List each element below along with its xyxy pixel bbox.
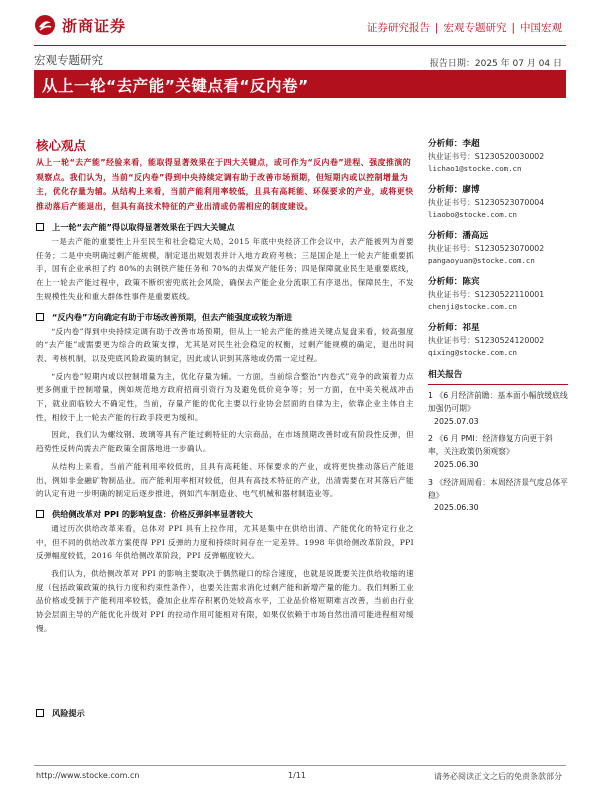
body-paragraph: “反内卷”短期内或以控制增量为主，优化存量为辅。一方面，当前综合整治“内卷式”竞争的政策着力点更多侧重于控制增量，例如规范地方政府招商引资行为及避免低价竞争等；另一方面，在中美关税战冲击下，就业面临较大不确定性，当前，存量产能的优化主要以行业协会层面的自律为主，依靠企业主体自主性，相较于上一轮去产能的行政手段更为缓和。 — [36, 371, 414, 422]
report-title: 从上一轮“去产能”关键点看“反内卷” — [42, 77, 309, 95]
analyst-email[interactable]: qixing@stocke.com.cn — [428, 348, 517, 357]
nav-item-china-macro: 中国宏观 — [520, 22, 562, 34]
related-report-date: 2025.06.30 — [434, 503, 479, 513]
brand-logo — [34, 14, 126, 36]
analyst-email[interactable]: chenji@stocke.com.cn — [428, 302, 517, 311]
analyst-name: 分析师：陈宾 — [428, 277, 480, 287]
related-report-link[interactable] — [428, 477, 568, 515]
analyst-cert: 执业证书号：S1230520030002 — [428, 152, 545, 161]
body-paragraph: 通过历次供给改革来看，总体对 PPI 具有上拉作用，尤其是集中在供给出清、产能优化的特定行业之中，但不同的供给改革方案使得 PPI 反弹的力度和持续时间存在一定差异。1998 年供给侧改革阶段，PPI 反弹幅度较低，2016 年供给侧改革阶段，PPI 反弹幅度较大。 — [36, 523, 414, 561]
related-report-date: 2025.06.30 — [434, 459, 479, 469]
footer-website-link[interactable]: http://www.stocke.com.cn — [36, 771, 140, 780]
report-date: 报告日期：2025 年 07 月 04 日 — [429, 59, 562, 69]
analyst-name: 分析师：祁星 — [428, 323, 480, 333]
report-category-nav — [367, 20, 562, 35]
analyst-email[interactable]: pangaoyuan@stocke.com.cn — [428, 256, 535, 265]
nav-separator: | — [434, 22, 439, 34]
footer-divider — [34, 765, 566, 766]
section-four-keys — [36, 220, 414, 304]
nav-item-securities-research: 证券研究报告 — [366, 22, 430, 34]
title-banner — [34, 70, 566, 98]
related-report-title[interactable]: 1 《6 月经济前瞻：基本面小幅放缓底线加强仍可期》 — [428, 391, 568, 413]
header-divider — [34, 45, 566, 46]
checkbox-square-icon — [36, 510, 44, 518]
body-paragraph: 从结构上来看，当前产能利用率较低的，且具有高耗能、环保要求的产业，或将更快推动落后产能退出，例如非金融矿物制品业。而产能利用率相对较低，但具有高技术特征的产业，出清需要在对其落后产能的认定有进一步明确的制定后逐步推进，例如汽车制造业、电气机械和器材制造业等。 — [36, 461, 414, 499]
analyst-name: 分析师：李超 — [428, 139, 480, 149]
brand-name: 浙商证券 — [62, 16, 127, 35]
related-report-title[interactable]: 2 《6 月 PMI：经济修复方向更于斜率，关注政策仍须观察》 — [428, 434, 553, 457]
summary-paragraph: 从上一轮“去产能”经验来看，能取得显著效果在于四大关键点，或可作为“反内卷”进程、强度推演的观察点。我们认为，当前“反内卷”得到中央持续定调有助于改善市场预期，但短期内或以控制增量为主，优化存量为辅。从结构上来看，当前产能利用率较低，且具有高耗能、环保要求的产业，或将更快推动落后产能退出，但具有高技术特征的产业出清或仍需相应的制度建设。 — [36, 158, 414, 211]
nav-separator: | — [511, 22, 515, 34]
section-heading — [36, 310, 414, 324]
sidebar — [428, 138, 568, 515]
related-reports-heading: 相关报告 — [428, 368, 568, 385]
section-heading-text: 上一轮“去产能”得以取得显著效果在于四大关键点 — [52, 222, 235, 232]
risk-heading-text: 风险提示 — [52, 708, 85, 718]
related-report-title[interactable]: 3 《经济周周看：本周经济景气度总体平稳》 — [428, 477, 568, 500]
footer-disclaimer: 请务必阅读正文之后的免责条款部分 — [434, 772, 562, 781]
analyst-email[interactable]: lichao1@stocke.com.cn — [428, 164, 522, 173]
checkbox-square-icon — [36, 709, 44, 717]
checkbox-square-icon — [36, 313, 44, 321]
main-content — [36, 156, 414, 636]
analyst-card — [428, 322, 568, 359]
body-paragraph: “反内卷”得到中央持续定调有助于改善市场预期，但从上一轮去产能的推进关键点复盘来看，较高强度的“去产能”或需要更为综合的政策支撑，尤其是对民生社会稳定的权衡，过剩产能规模的确定，退出时间表、考核机制，以及兜底风险政策的制定，因此或认识到其落地或仍需一定过程。 — [36, 326, 414, 363]
analyst-cert: 执业证书号：S1230523070004 — [428, 198, 545, 207]
section-ppi-review — [36, 507, 414, 636]
analyst-card — [428, 138, 568, 175]
section-heading-text: “反内卷”方向确定有助于市场改善预期，但去产能强度或较为渐进 — [52, 311, 293, 322]
body-paragraph: 因此，我们认为螺纹钢、玻璃等具有产能过剩特征的大宗商品，在市场预期改善时或有阶段性反弹，但趋势性反转尚需去产能政策全面落地进一步确认。 — [36, 430, 414, 454]
section-heading-text: 供给侧改革对 PPI 的影响复盘：价格反弹斜率显著较大 — [52, 508, 253, 519]
checkbox-square-icon — [36, 223, 44, 231]
page-number: 1/11 — [288, 771, 306, 780]
section-heading — [36, 220, 414, 234]
analyst-card — [428, 230, 568, 267]
body-paragraph: 我们认为，供给侧改革对 PPI 的影响主要取决于偶然碰口的综合速度，也就是说既要关注供给收缩的速度（包括政策政策的执行力度和约束性条件），也要关注需求消化过剩产能和新增产量的能力。我们判断工业品价格或受制于产能利用率较低，叠加企业库存积累仍处较高水平，工业品价格短期难言改善，当前由行业协会层面主导的产能优化升级对 PPI 的拉动作用可能相对有限，如果仅依赖于市场自然出清可能进程相对缓慢。 — [36, 569, 414, 633]
related-report-link[interactable] — [428, 433, 568, 471]
analyst-name: 分析师：潘高远 — [428, 231, 489, 241]
analyst-name: 分析师：廖博 — [428, 185, 480, 195]
related-report-date: 2025.07.03 — [434, 416, 479, 426]
analyst-card — [428, 184, 568, 221]
section-anti-involution — [36, 310, 414, 501]
related-report-link[interactable] — [428, 390, 568, 428]
analyst-cert: 执业证书号：S1230522110001 — [428, 290, 545, 299]
analyst-email[interactable]: liaobo@stocke.com.cn — [428, 210, 517, 219]
body-paragraph: 一是去产能的重要性上升至民生和社会稳定大局，2015 年底中央经济工作会议中，去产能被列为首要任务；二是中央明确过剩产能规模，制定退出规划表并计入地方政府考核；三是国企是上一轮去产能重要抓手，国有企业承担了约 80%的去钢铁产能任务和 70%的去煤炭产能任务；四是保障就业民生是重要底线，在上一轮去产能过程中，政策不断织密兜底社会风险，确保去产能企业分流职工有序退出，保障民生，不发生规模性失业和重大群体性事件是重要底线。 — [36, 237, 414, 301]
risk-heading — [36, 706, 85, 720]
analyst-card — [428, 276, 568, 313]
logo-mark-icon — [34, 14, 56, 36]
analyst-cert: 执业证书号：S1230523070002 — [428, 244, 545, 253]
section-heading — [36, 507, 414, 521]
core-views-heading: 核心观点 — [36, 138, 87, 153]
analyst-cert: 执业证书号：S1230524120002 — [428, 336, 545, 345]
report-type: 宏观专题研究 — [34, 53, 103, 67]
nav-item-macro-special: 宏观专题研究 — [443, 22, 507, 34]
